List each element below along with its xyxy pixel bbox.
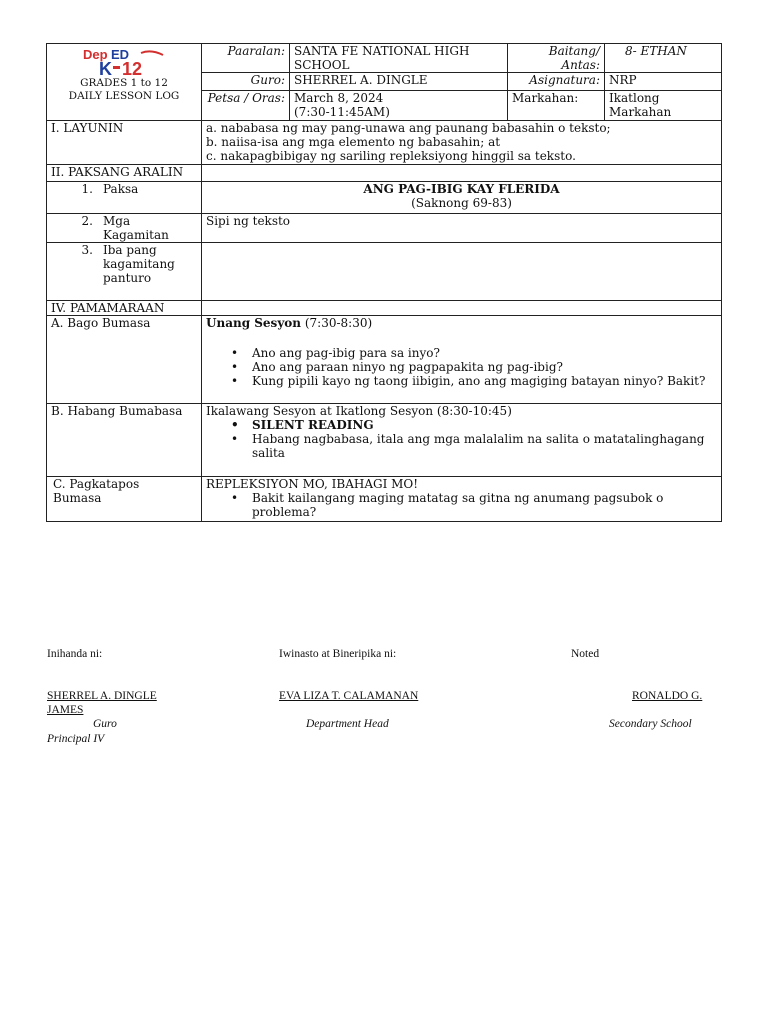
paaralan-value: SANTA FE NATIONAL HIGH SCHOOL	[290, 44, 508, 73]
layunin-item: c. nakapagbibigay ng sariling repleksiyong hinggil sa teksto.	[206, 149, 576, 163]
pagkatapos-list	[206, 491, 717, 519]
list-item: • Bakit kailangang maging matatag sa gitna ng anumang pagsubok o problema?	[252, 491, 717, 519]
list-item: • Habang nagbabasa, itala ang mga malalalim na salita o matatalinghagang salita	[252, 432, 717, 460]
pagkatapos-content	[202, 477, 722, 522]
deped-k12-logo	[51, 47, 197, 77]
header-logo-cell	[47, 44, 202, 121]
paksa-subtitle: (Saknong 69-83)	[411, 196, 512, 210]
iba-label: Iba pang kagamitang panturo	[103, 243, 175, 285]
role-principal-iv: Principal IV	[47, 733, 105, 745]
pagkatapos-title: REPLEKSIYON MO, IBAHAGI MO!	[206, 477, 419, 491]
habang-list	[206, 418, 717, 460]
paaralan-label: Paaralan:	[202, 44, 290, 73]
svg-text:Dep: Dep	[83, 47, 108, 62]
svg-text:K: K	[99, 59, 112, 77]
layunin-content	[202, 121, 722, 165]
dll-label: DAILY LESSON LOG	[68, 90, 180, 102]
habang-content	[202, 404, 722, 477]
role-department-head: Department Head	[306, 718, 389, 730]
paksa-label: Paksa	[103, 182, 139, 196]
signatory-teacher-name: SHERREL A. DINGLE	[47, 690, 157, 702]
list-item: • Kung pipili kayo ng taong iibigin, ano ang magiging batayan ninyo? Bakit?	[252, 374, 717, 388]
svg-text:12: 12	[122, 59, 143, 77]
signatory-head-name: EVA LIZA T. CALAMANAN	[279, 690, 419, 702]
guro-value: SHERREL A. DINGLE	[290, 73, 508, 91]
guro-label: Guro:	[202, 73, 290, 91]
layunin-item: b. naiisa-isa ang mga elemento ng babasahin; at	[206, 135, 501, 149]
role-secondary-school: Secondary School	[609, 718, 692, 730]
paksang-aralin-label: II. PAKSANG ARALIN	[47, 165, 202, 182]
list-item: • Ano ang paraan ninyo ng pagpapakita ng pag-ibig?	[252, 360, 717, 374]
kagamitan-value: Sipi ng teksto	[202, 214, 722, 243]
kagamitan-num: 2.	[81, 214, 93, 228]
bago-content	[202, 316, 722, 404]
iba-num: 3.	[81, 243, 93, 257]
habang-label: B. Habang Bumabasa	[47, 404, 202, 477]
bago-session-bold: Unang Sesyon	[206, 316, 302, 330]
kagamitan-label: Mga Kagamitan	[103, 214, 169, 242]
svg-text:ED: ED	[111, 47, 130, 62]
petsa-label: Petsa / Oras:	[202, 91, 290, 121]
iwinasto-label: Iwinasto at Bineripika ni:	[279, 648, 397, 660]
signatory-principal-name: RONALDO G.	[632, 690, 703, 702]
layunin-item: a. nababasa ng may pang-unawa ang paunang babasahin o teksto;	[206, 121, 611, 135]
layunin-label: I. LAYUNIN	[47, 121, 202, 165]
baitang-label: Baitang/ Antas:	[508, 44, 605, 73]
signatory-principal-name-cont: JAMES	[47, 704, 84, 716]
lesson-log-table	[46, 43, 722, 522]
markahan-label: Markahan:	[508, 91, 605, 121]
petsa-value	[290, 91, 508, 121]
pagkatapos-label: C. Pagkatapos Bumasa	[53, 477, 140, 505]
bago-session-time: (7:30-8:30)	[301, 316, 373, 330]
bago-list	[206, 346, 717, 388]
bago-label: A. Bago Bumasa	[47, 316, 202, 404]
list-item: • SILENT READING	[252, 418, 717, 432]
petsa-date: March 8, 2024	[294, 91, 384, 105]
paksa-content	[202, 182, 722, 214]
asignatura-label: Asignatura:	[508, 73, 605, 91]
list-item: • Ano ang pag-ibig para sa inyo?	[252, 346, 717, 360]
role-guro: Guro	[93, 718, 117, 730]
baitang-value: 8- ETHAN	[605, 44, 722, 73]
markahan-value: Ikatlong Markahan	[605, 91, 722, 121]
pamamaraan-label: IV. PAMAMARAAN	[47, 301, 202, 316]
habang-session: Ikalawang Sesyon at Ikatlong Sesyon (8:30-10:45)	[206, 404, 512, 418]
noted-label: Noted	[571, 648, 600, 660]
grades-label: GRADES 1 to 12	[80, 77, 168, 89]
petsa-time: (7:30-11:45AM)	[294, 105, 390, 119]
inihanda-label: Inihanda ni:	[47, 648, 103, 660]
paksa-title: ANG PAG-IBIG KAY FLERIDA	[363, 182, 560, 196]
paksa-num: 1.	[81, 182, 93, 196]
asignatura-value: NRP	[605, 73, 722, 91]
